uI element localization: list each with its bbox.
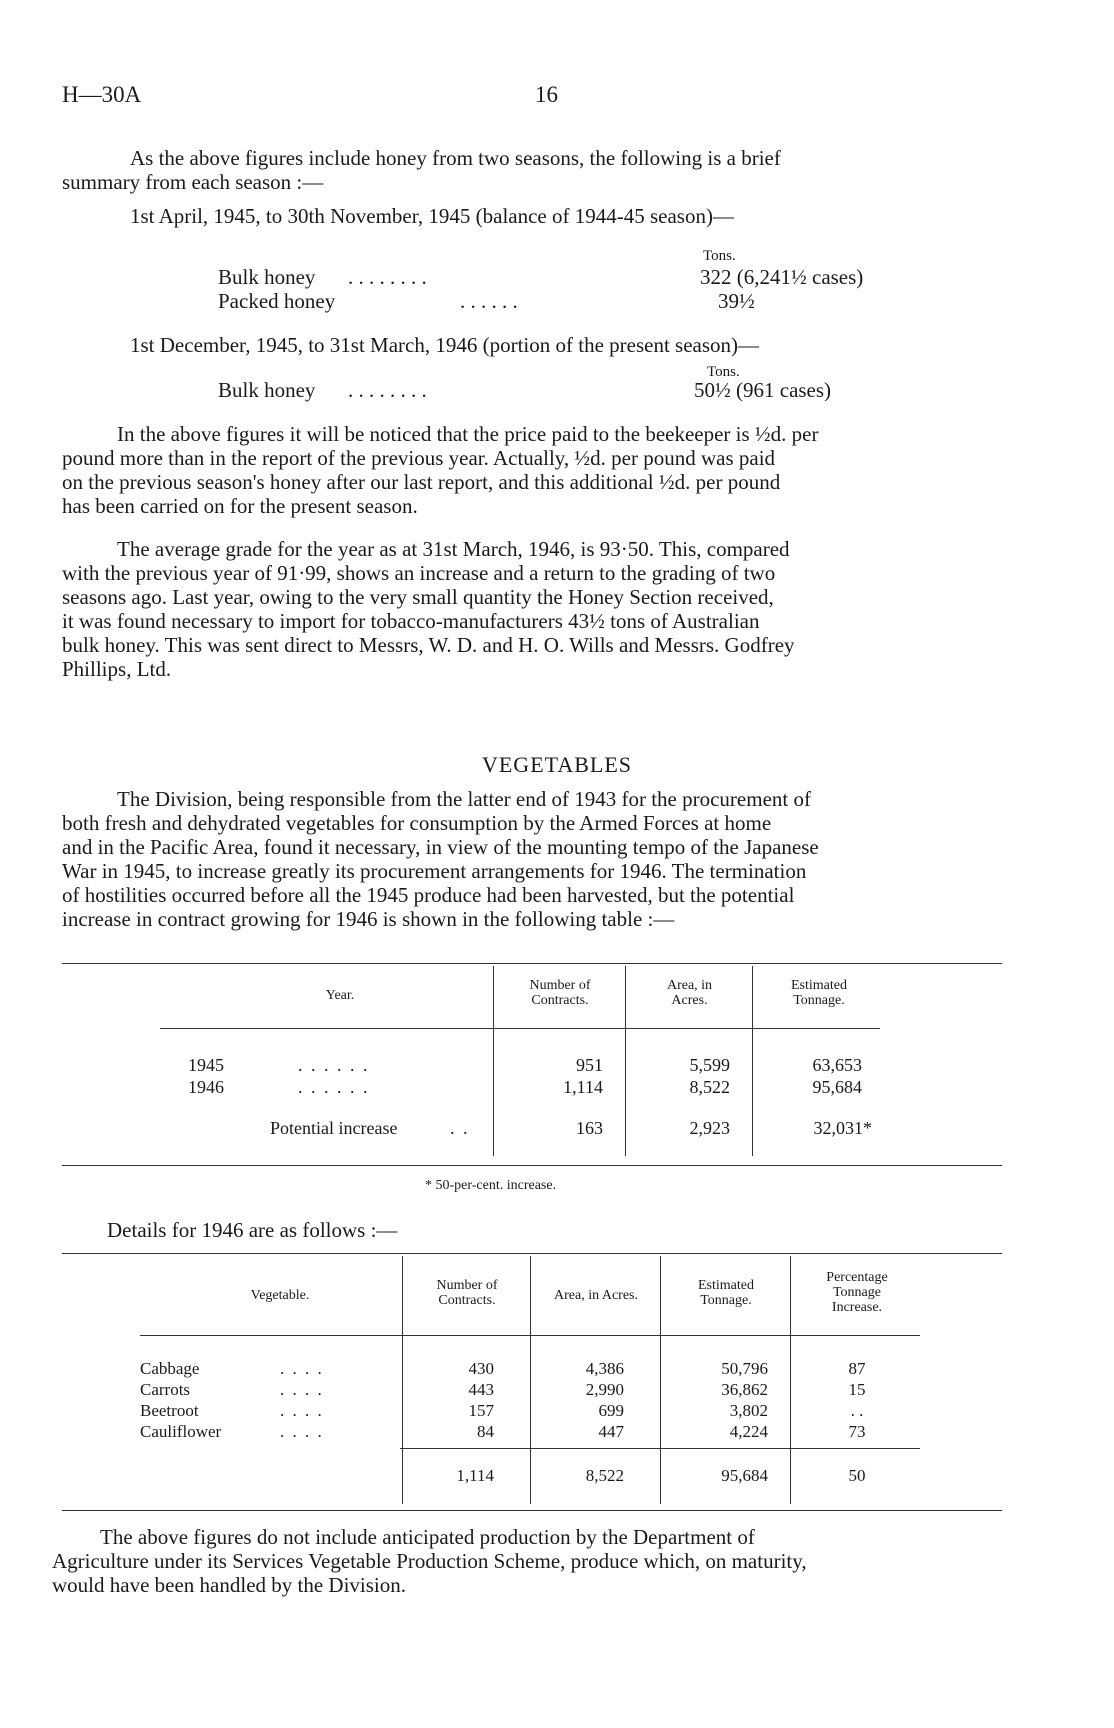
price-paragraph-line-1: In the above figures it will be noticed that the price paid to the beekeeper is ½d. per xyxy=(117,422,819,446)
table2-bottom-rule xyxy=(62,1510,1002,1511)
document-code: H—30A xyxy=(62,82,142,107)
vegetables-heading-text: VEGETABLES xyxy=(481,752,632,777)
table1-header-contracts: Number of Contracts. xyxy=(529,978,591,1008)
vegetables-paragraph-line-4: War in 1945, to increase greatly its procurement arrangements for 1946. The termination xyxy=(62,859,807,883)
honey-intro-line-1: As the above figures include honey from two seasons, the following is a brief xyxy=(130,146,781,170)
vegetables-paragraph-line-1: The Division, being responsible from the latter end of 1943 for the procurement of xyxy=(117,787,811,811)
table2-row-3-area: 699 xyxy=(598,1401,624,1420)
table2-header-vegetable: Vegetable. xyxy=(250,1288,310,1303)
table2-row-4-area: 447 xyxy=(598,1422,624,1441)
vegetables-paragraph-line-3: and in the Pacific Area, found it necessary, in view of the mounting tempo of the Japanese xyxy=(62,835,819,859)
table2-row-2-dots: . . . . xyxy=(280,1380,324,1399)
details-intro: Details for 1946 are as follows :— xyxy=(107,1218,398,1242)
season1-row-2-dots: . . . . . . xyxy=(460,289,518,313)
page-number: 16 xyxy=(535,82,558,107)
table2-row-3-contracts: 157 xyxy=(468,1401,494,1420)
table2-row-4-vegetable: Cauliflower xyxy=(140,1422,222,1441)
table1-row-2-dots: . . . . . . xyxy=(298,1077,370,1097)
table1-row-2-year: 1946 xyxy=(188,1077,224,1097)
table2-col-divider-1 xyxy=(402,1256,403,1504)
table2-col-divider-3 xyxy=(660,1256,661,1504)
table1-header-area: Area, in Acres. xyxy=(666,978,713,1008)
final-paragraph-line-3: would have been handled by the Division. xyxy=(52,1573,407,1597)
season2-row-1-value: 50½ (961 cases) xyxy=(694,378,832,402)
vegetables-heading xyxy=(0,752,1114,778)
table2-header-tonnage: Estimated Tonnage. xyxy=(698,1278,754,1308)
table2-row-2-contracts: 443 xyxy=(468,1380,494,1399)
table1-total-dots: . . xyxy=(450,1118,470,1138)
grade-paragraph-line-6: Phillips, Ltd. xyxy=(62,657,172,681)
price-paragraph-line-3: on the previous season's honey after our last report, and this additional ½d. per pound xyxy=(62,470,781,494)
table1-row-1-year: 1945 xyxy=(188,1055,224,1075)
table2-row-3-vegetable: Beetroot xyxy=(140,1401,199,1420)
table1-top-rule xyxy=(62,963,1002,964)
table2-row-4-contracts: 84 xyxy=(477,1422,494,1441)
grade-paragraph-line-1: The average grade for the year as at 31st March, 1946, is 93·50. This, compared xyxy=(117,537,790,561)
table2-top-rule xyxy=(62,1253,1002,1254)
table1-row-1-dots: . . . . . . xyxy=(298,1055,370,1075)
table2-total-pct: 50 xyxy=(848,1466,866,1485)
table2-row-1-dots: . . . . xyxy=(280,1359,324,1378)
season1-row-1-label: Bulk honey xyxy=(218,265,316,289)
table1-row-2-tonnage: 95,684 xyxy=(812,1077,862,1097)
table2-row-3-tonnage: 3,802 xyxy=(729,1401,768,1420)
table1-row-1-tonnage: 63,653 xyxy=(812,1055,862,1075)
grade-paragraph-line-2: with the previous year of 91·99, shows an increase and a return to the grading of two xyxy=(62,561,776,585)
season1-heading: 1st April, 1945, to 30th November, 1945 (balance of 1944-45 season)— xyxy=(130,204,734,228)
table1-col-divider-1 xyxy=(493,966,494,1156)
table2-header-pct: Percentage Tonnage Increase. xyxy=(826,1270,888,1315)
season2-heading: 1st December, 1945, to 31st March, 1946 (portion of the present season)— xyxy=(130,333,760,357)
table2-row-1-area: 4,386 xyxy=(585,1359,624,1378)
table1-header-year: Year. xyxy=(325,988,355,1003)
final-paragraph-line-2: Agriculture under its Services Vegetable Production Scheme, produce which, on maturity, xyxy=(52,1549,807,1573)
table1-row-2-area: 8,522 xyxy=(689,1077,730,1097)
table1-total-tonnage: 32,031* xyxy=(813,1118,872,1138)
table1-total-area: 2,923 xyxy=(689,1118,730,1138)
season2-tons-label: Tons. xyxy=(707,364,740,380)
season1-row-2-label: Packed honey xyxy=(218,289,336,313)
table1-footnote: * 50-per-cent. increase. xyxy=(425,1178,557,1193)
table2-row-4-dots: . . . . xyxy=(280,1422,324,1441)
final-paragraph-line-1: The above figures do not include anticipated production by the Department of xyxy=(100,1525,755,1549)
price-paragraph-line-4: has been carried on for the present season. xyxy=(62,494,418,518)
honey-intro-line-2: summary from each season :— xyxy=(62,170,324,194)
table2-row-1-vegetable: Cabbage xyxy=(140,1359,200,1378)
table2-row-3-dots: . . . . xyxy=(280,1401,324,1420)
season1-row-2-value: 39½ xyxy=(718,289,755,313)
table1-header-rule xyxy=(160,1028,880,1029)
season2-row-1-dots: . . . . . . . . xyxy=(348,378,427,402)
table2-row-1-pct: 87 xyxy=(848,1359,866,1378)
season2-row-1-label: Bulk honey xyxy=(218,378,316,402)
vegetables-paragraph-line-6: increase in contract growing for 1946 is shown in the following table :— xyxy=(62,907,675,931)
table2-row-2-pct: 15 xyxy=(848,1380,866,1399)
table1-header-tonnage: Estimated Tonnage. xyxy=(791,978,847,1008)
table1-row-2-contracts: 1,114 xyxy=(563,1077,603,1097)
table1-row-1-area: 5,599 xyxy=(689,1055,730,1075)
table2-row-3-pct: . . xyxy=(850,1401,864,1420)
grade-paragraph-line-5: bulk honey. This was sent direct to Messrs, W. D. and H. O. Wills and Messrs. Godfrey xyxy=(62,633,795,657)
grade-paragraph-line-4: it was found necessary to import for tobacco-manufacturers 43½ tons of Australian xyxy=(62,609,760,633)
table2-header-contracts: Number of Contracts. xyxy=(436,1278,498,1308)
grade-paragraph-line-3: seasons ago. Last year, owing to the very small quantity the Honey Section received, xyxy=(62,585,774,609)
table1-col-divider-2 xyxy=(625,966,626,1156)
table2-row-4-pct: 73 xyxy=(848,1422,866,1441)
table2-row-2-tonnage: 36,862 xyxy=(721,1380,768,1399)
table2-total-area: 8,522 xyxy=(585,1466,624,1485)
table2-total-contracts: 1,114 xyxy=(456,1466,494,1485)
price-paragraph-line-2: pound more than in the report of the previous year. Actually, ½d. per pound was paid xyxy=(62,446,776,470)
table2-col-divider-4 xyxy=(790,1256,791,1504)
table1-col-divider-3 xyxy=(752,966,753,1156)
vegetables-paragraph-line-2: both fresh and dehydrated vegetables for consumption by the Armed Forces at home xyxy=(62,811,772,835)
table2-total-tonnage: 95,684 xyxy=(721,1466,768,1485)
table2-col-divider-2 xyxy=(530,1256,531,1504)
table1-total-label: Potential increase xyxy=(270,1118,398,1138)
season1-tons-label: Tons. xyxy=(703,248,736,264)
table1-bottom-rule xyxy=(62,1165,1002,1166)
table2-row-1-contracts: 430 xyxy=(468,1359,494,1378)
table2-row-4-tonnage: 4,224 xyxy=(729,1422,768,1441)
table2-row-2-area: 2,990 xyxy=(585,1380,624,1399)
table2-row-1-tonnage: 50,796 xyxy=(721,1359,768,1378)
table1-row-1-contracts: 951 xyxy=(576,1055,603,1075)
season1-row-1-dots: . . . . . . . . xyxy=(348,265,427,289)
table2-header-area: Area, in Acres. xyxy=(554,1288,638,1303)
table2-row-2-vegetable: Carrots xyxy=(140,1380,191,1399)
vegetables-paragraph-line-5: of hostilities occurred before all the 1945 produce had been harvested, but the potential xyxy=(62,883,795,907)
table1-total-contracts: 163 xyxy=(576,1118,603,1138)
season1-row-1-value: 322 (6,241½ cases) xyxy=(700,265,864,289)
